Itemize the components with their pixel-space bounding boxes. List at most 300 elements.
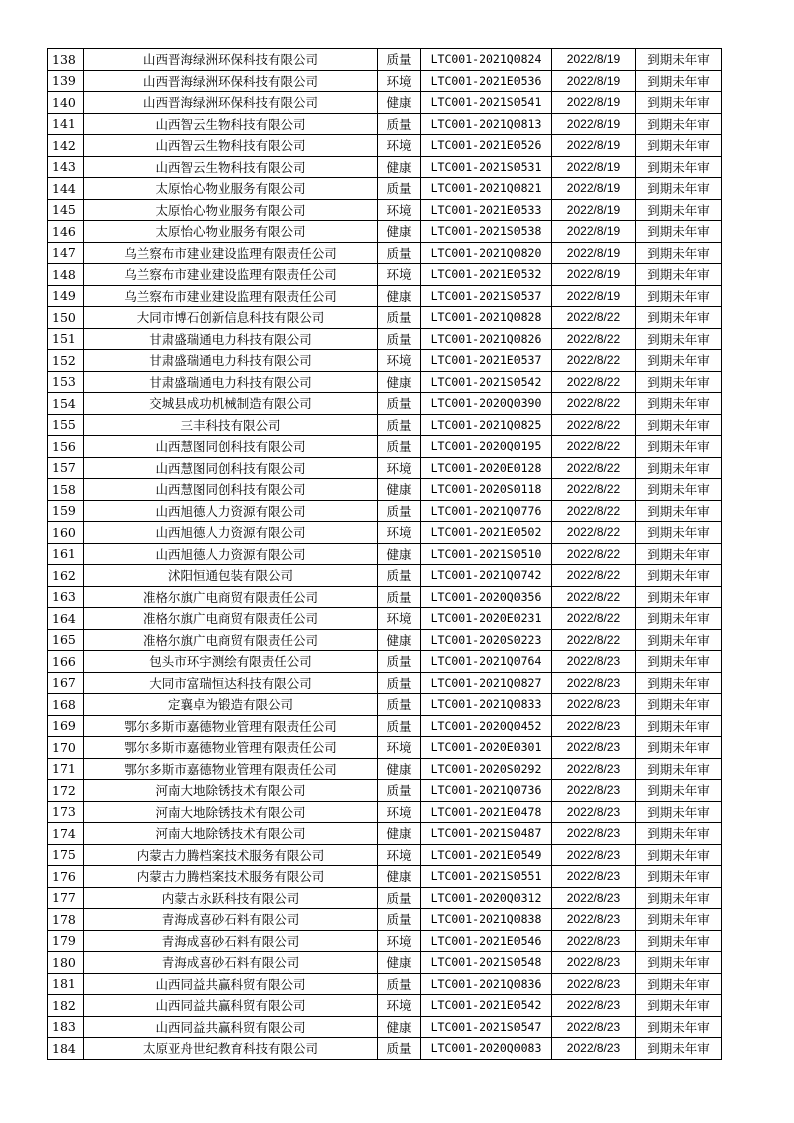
company-name: 青海成喜砂石料有限公司: [84, 952, 378, 974]
certification-type: 质量: [378, 565, 421, 587]
table-row: [48, 457, 722, 479]
company-name: 交城县成功机械制造有限公司: [84, 393, 378, 415]
certification-type: 质量: [378, 586, 421, 608]
company-name: 乌兰察布市建业建设监理有限责任公司: [84, 285, 378, 307]
due-date: 2022/8/22: [552, 457, 636, 479]
row-number: 171: [48, 758, 84, 780]
due-date: 2022/8/23: [552, 1038, 636, 1060]
row-number: 160: [48, 522, 84, 544]
company-name: 内蒙古永跃科技有限公司: [84, 887, 378, 909]
certificate-number: LTC001-2020Q0452: [421, 715, 552, 737]
table-row: [48, 780, 722, 802]
company-name: 太原怡心物业服务有限公司: [84, 199, 378, 221]
company-name: 定襄卓为锻造有限公司: [84, 694, 378, 716]
due-date: 2022/8/22: [552, 586, 636, 608]
due-date: 2022/8/23: [552, 801, 636, 823]
due-date: 2022/8/23: [552, 866, 636, 888]
company-name: 山西同益共赢科贸有限公司: [84, 1016, 378, 1038]
table-row: [48, 973, 722, 995]
certificate-number: LTC001-2021Q0821: [421, 178, 552, 200]
certification-type: 质量: [378, 242, 421, 264]
due-date: 2022/8/19: [552, 221, 636, 243]
company-name: 大同市博石创新信息科技有限公司: [84, 307, 378, 329]
row-number: 154: [48, 393, 84, 415]
table-row: [48, 522, 722, 544]
company-name: 包头市环宇测绘有限责任公司: [84, 651, 378, 673]
company-name: 山西慧图同创科技有限公司: [84, 457, 378, 479]
row-number: 158: [48, 479, 84, 501]
certification-type: 环境: [378, 930, 421, 952]
certificate-number: LTC001-2021S0531: [421, 156, 552, 178]
due-date: 2022/8/22: [552, 565, 636, 587]
row-number: 143: [48, 156, 84, 178]
table-row: [48, 242, 722, 264]
certificate-number: LTC001-2021Q0838: [421, 909, 552, 931]
due-date: 2022/8/23: [552, 651, 636, 673]
due-date: 2022/8/19: [552, 199, 636, 221]
certificate-number: LTC001-2021Q0742: [421, 565, 552, 587]
certificate-table-body: [48, 49, 722, 1060]
table-row: [48, 264, 722, 286]
due-date: 2022/8/19: [552, 49, 636, 71]
certification-type: 质量: [378, 715, 421, 737]
table-row: [48, 844, 722, 866]
certification-type: 质量: [378, 436, 421, 458]
row-number: 180: [48, 952, 84, 974]
company-name: 青海成喜砂石料有限公司: [84, 930, 378, 952]
due-date: 2022/8/19: [552, 92, 636, 114]
audit-status: 到期未年审: [636, 565, 722, 587]
company-name: 鄂尔多斯市嘉德物业管理有限责任公司: [84, 715, 378, 737]
row-number: 163: [48, 586, 84, 608]
certification-type: 健康: [378, 952, 421, 974]
certificate-number: LTC001-2021E0542: [421, 995, 552, 1017]
table-row: [48, 1038, 722, 1060]
table-row: [48, 500, 722, 522]
certificate-number: LTC001-2021S0487: [421, 823, 552, 845]
audit-status: 到期未年审: [636, 135, 722, 157]
certificate-number: LTC001-2021E0533: [421, 199, 552, 221]
certification-type: 健康: [378, 221, 421, 243]
audit-status: 到期未年审: [636, 178, 722, 200]
company-name: 山西智云生物科技有限公司: [84, 135, 378, 157]
audit-status: 到期未年审: [636, 522, 722, 544]
row-number: 159: [48, 500, 84, 522]
certification-type: 健康: [378, 866, 421, 888]
row-number: 153: [48, 371, 84, 393]
certificate-number: LTC001-2021Q0826: [421, 328, 552, 350]
certification-type: 环境: [378, 522, 421, 544]
audit-status: 到期未年审: [636, 543, 722, 565]
certificate-number: LTC001-2021Q0824: [421, 49, 552, 71]
certification-type: 健康: [378, 156, 421, 178]
row-number: 161: [48, 543, 84, 565]
audit-status: 到期未年审: [636, 780, 722, 802]
certificate-number: LTC001-2020S0292: [421, 758, 552, 780]
audit-status: 到期未年审: [636, 952, 722, 974]
certification-type: 质量: [378, 973, 421, 995]
row-number: 181: [48, 973, 84, 995]
company-name: 准格尔旗广电商贸有限责任公司: [84, 608, 378, 630]
certification-type: 质量: [378, 780, 421, 802]
row-number: 175: [48, 844, 84, 866]
audit-status: 到期未年审: [636, 930, 722, 952]
row-number: 166: [48, 651, 84, 673]
table-row: [48, 221, 722, 243]
table-row: [48, 479, 722, 501]
table-row: [48, 1016, 722, 1038]
due-date: 2022/8/23: [552, 715, 636, 737]
certificate-number: LTC001-2021E0549: [421, 844, 552, 866]
table-row: [48, 930, 722, 952]
certificate-number: LTC001-2021S0548: [421, 952, 552, 974]
company-name: 鄂尔多斯市嘉德物业管理有限责任公司: [84, 758, 378, 780]
row-number: 144: [48, 178, 84, 200]
table-row: [48, 113, 722, 135]
certification-type: 质量: [378, 651, 421, 673]
due-date: 2022/8/19: [552, 178, 636, 200]
row-number: 157: [48, 457, 84, 479]
table-row: [48, 70, 722, 92]
row-number: 152: [48, 350, 84, 372]
audit-status: 到期未年审: [636, 199, 722, 221]
table-row: [48, 49, 722, 71]
row-number: 151: [48, 328, 84, 350]
audit-status: 到期未年审: [636, 887, 722, 909]
audit-status: 到期未年审: [636, 156, 722, 178]
table-row: [48, 651, 722, 673]
audit-status: 到期未年审: [636, 350, 722, 372]
certification-type: 环境: [378, 844, 421, 866]
certification-type: 环境: [378, 608, 421, 630]
audit-status: 到期未年审: [636, 973, 722, 995]
row-number: 177: [48, 887, 84, 909]
audit-status: 到期未年审: [636, 49, 722, 71]
company-name: 山西旭德人力资源有限公司: [84, 543, 378, 565]
audit-status: 到期未年审: [636, 801, 722, 823]
certificate-number: LTC001-2021Q0813: [421, 113, 552, 135]
row-number: 184: [48, 1038, 84, 1060]
audit-status: 到期未年审: [636, 70, 722, 92]
due-date: 2022/8/23: [552, 823, 636, 845]
row-number: 140: [48, 92, 84, 114]
audit-status: 到期未年审: [636, 307, 722, 329]
audit-status: 到期未年审: [636, 672, 722, 694]
certificate-number: LTC001-2021S0551: [421, 866, 552, 888]
certificate-number: LTC001-2020Q0356: [421, 586, 552, 608]
due-date: 2022/8/19: [552, 285, 636, 307]
due-date: 2022/8/22: [552, 393, 636, 415]
table-row: [48, 995, 722, 1017]
certification-type: 质量: [378, 887, 421, 909]
row-number: 149: [48, 285, 84, 307]
certification-type: 环境: [378, 737, 421, 759]
certificate-number: LTC001-2021S0542: [421, 371, 552, 393]
certification-type: 健康: [378, 758, 421, 780]
company-name: 河南大地除锈技术有限公司: [84, 780, 378, 802]
due-date: 2022/8/22: [552, 328, 636, 350]
due-date: 2022/8/19: [552, 113, 636, 135]
certificate-number: LTC001-2021Q0833: [421, 694, 552, 716]
due-date: 2022/8/23: [552, 780, 636, 802]
table-row: [48, 199, 722, 221]
certification-type: 环境: [378, 135, 421, 157]
audit-status: 到期未年审: [636, 285, 722, 307]
certification-type: 健康: [378, 285, 421, 307]
due-date: 2022/8/19: [552, 156, 636, 178]
company-name: 甘肃盛瑞通电力科技有限公司: [84, 328, 378, 350]
audit-status: 到期未年审: [636, 651, 722, 673]
audit-status: 到期未年审: [636, 264, 722, 286]
row-number: 139: [48, 70, 84, 92]
company-name: 山西晋海绿洲环保科技有限公司: [84, 92, 378, 114]
due-date: 2022/8/19: [552, 135, 636, 157]
table-row: [48, 156, 722, 178]
certificate-number: LTC001-2021Q0828: [421, 307, 552, 329]
company-name: 青海成喜砂石料有限公司: [84, 909, 378, 931]
due-date: 2022/8/22: [552, 414, 636, 436]
company-name: 山西旭德人力资源有限公司: [84, 522, 378, 544]
certificate-number: LTC001-2020Q0312: [421, 887, 552, 909]
audit-status: 到期未年审: [636, 113, 722, 135]
certification-type: 环境: [378, 995, 421, 1017]
audit-status: 到期未年审: [636, 414, 722, 436]
company-name: 准格尔旗广电商贸有限责任公司: [84, 629, 378, 651]
table-row: [48, 543, 722, 565]
audit-status: 到期未年审: [636, 995, 722, 1017]
row-number: 174: [48, 823, 84, 845]
row-number: 164: [48, 608, 84, 630]
certificate-number: LTC001-2021Q0736: [421, 780, 552, 802]
certificate-number: LTC001-2021S0541: [421, 92, 552, 114]
certification-type: 健康: [378, 543, 421, 565]
row-number: 138: [48, 49, 84, 71]
row-number: 169: [48, 715, 84, 737]
row-number: 182: [48, 995, 84, 1017]
row-number: 167: [48, 672, 84, 694]
certificate-number: LTC001-2021Q0820: [421, 242, 552, 264]
company-name: 山西慧图同创科技有限公司: [84, 479, 378, 501]
due-date: 2022/8/22: [552, 307, 636, 329]
certification-type: 质量: [378, 414, 421, 436]
certificate-number: LTC001-2021Q0827: [421, 672, 552, 694]
row-number: 178: [48, 909, 84, 931]
company-name: 太原亚舟世纪教育科技有限公司: [84, 1038, 378, 1060]
certificate-number: LTC001-2021Q0825: [421, 414, 552, 436]
certificate-number: LTC001-2021E0526: [421, 135, 552, 157]
row-number: 150: [48, 307, 84, 329]
row-number: 146: [48, 221, 84, 243]
certificate-number: LTC001-2020Q0195: [421, 436, 552, 458]
due-date: 2022/8/23: [552, 737, 636, 759]
audit-status: 到期未年审: [636, 694, 722, 716]
due-date: 2022/8/23: [552, 909, 636, 931]
due-date: 2022/8/22: [552, 500, 636, 522]
audit-status: 到期未年审: [636, 866, 722, 888]
company-name: 甘肃盛瑞通电力科技有限公司: [84, 350, 378, 372]
certification-type: 健康: [378, 371, 421, 393]
audit-status: 到期未年审: [636, 629, 722, 651]
certification-type: 质量: [378, 672, 421, 694]
due-date: 2022/8/23: [552, 995, 636, 1017]
certificate-number: LTC001-2020S0118: [421, 479, 552, 501]
certification-type: 健康: [378, 1016, 421, 1038]
table-row: [48, 393, 722, 415]
certificate-table: [47, 48, 722, 1060]
audit-status: 到期未年审: [636, 457, 722, 479]
company-name: 乌兰察布市建业建设监理有限责任公司: [84, 264, 378, 286]
due-date: 2022/8/22: [552, 436, 636, 458]
audit-status: 到期未年审: [636, 844, 722, 866]
company-name: 山西慧图同创科技有限公司: [84, 436, 378, 458]
certification-type: 健康: [378, 823, 421, 845]
certification-type: 健康: [378, 479, 421, 501]
certificate-number: LTC001-2020E0128: [421, 457, 552, 479]
certification-type: 质量: [378, 113, 421, 135]
company-name: 河南大地除锈技术有限公司: [84, 823, 378, 845]
due-date: 2022/8/23: [552, 758, 636, 780]
certification-type: 质量: [378, 909, 421, 931]
certificate-number: LTC001-2021E0502: [421, 522, 552, 544]
row-number: 148: [48, 264, 84, 286]
row-number: 179: [48, 930, 84, 952]
certificate-number: LTC001-2020Q0083: [421, 1038, 552, 1060]
certification-type: 质量: [378, 1038, 421, 1060]
due-date: 2022/8/23: [552, 672, 636, 694]
company-name: 山西智云生物科技有限公司: [84, 156, 378, 178]
table-row: [48, 909, 722, 931]
audit-status: 到期未年审: [636, 608, 722, 630]
audit-status: 到期未年审: [636, 715, 722, 737]
company-name: 河南大地除锈技术有限公司: [84, 801, 378, 823]
certificate-number: LTC001-2020S0223: [421, 629, 552, 651]
due-date: 2022/8/22: [552, 371, 636, 393]
due-date: 2022/8/23: [552, 694, 636, 716]
table-row: [48, 414, 722, 436]
certificate-number: LTC001-2020Q0390: [421, 393, 552, 415]
due-date: 2022/8/23: [552, 1016, 636, 1038]
certificate-number: LTC001-2021E0537: [421, 350, 552, 372]
company-name: 山西同益共赢科贸有限公司: [84, 995, 378, 1017]
audit-status: 到期未年审: [636, 1038, 722, 1060]
table-row: [48, 694, 722, 716]
table-row: [48, 586, 722, 608]
certification-type: 健康: [378, 629, 421, 651]
company-name: 准格尔旗广电商贸有限责任公司: [84, 586, 378, 608]
audit-status: 到期未年审: [636, 221, 722, 243]
row-number: 170: [48, 737, 84, 759]
certificate-number: LTC001-2021E0536: [421, 70, 552, 92]
company-name: 内蒙古力腾档案技术服务有限公司: [84, 866, 378, 888]
table-row: [48, 737, 722, 759]
row-number: 147: [48, 242, 84, 264]
audit-status: 到期未年审: [636, 328, 722, 350]
certificate-number: LTC001-2020E0231: [421, 608, 552, 630]
table-row: [48, 371, 722, 393]
certification-type: 环境: [378, 801, 421, 823]
certificate-number: LTC001-2021Q0776: [421, 500, 552, 522]
audit-status: 到期未年审: [636, 823, 722, 845]
company-name: 山西同益共赢科贸有限公司: [84, 973, 378, 995]
due-date: 2022/8/22: [552, 543, 636, 565]
certification-type: 环境: [378, 199, 421, 221]
company-name: 乌兰察布市建业建设监理有限责任公司: [84, 242, 378, 264]
company-name: 山西旭德人力资源有限公司: [84, 500, 378, 522]
certification-type: 环境: [378, 70, 421, 92]
audit-status: 到期未年审: [636, 393, 722, 415]
audit-status: 到期未年审: [636, 737, 722, 759]
due-date: 2022/8/22: [552, 608, 636, 630]
certificate-number: LTC001-2021S0537: [421, 285, 552, 307]
row-number: 183: [48, 1016, 84, 1038]
certificate-number: LTC001-2021Q0764: [421, 651, 552, 673]
row-number: 156: [48, 436, 84, 458]
table-row: [48, 92, 722, 114]
table-row: [48, 608, 722, 630]
company-name: 大同市富瑞恒达科技有限公司: [84, 672, 378, 694]
audit-status: 到期未年审: [636, 586, 722, 608]
certification-type: 质量: [378, 307, 421, 329]
certificate-number: LTC001-2021S0510: [421, 543, 552, 565]
table-row: [48, 758, 722, 780]
table-row: [48, 565, 722, 587]
certification-type: 质量: [378, 178, 421, 200]
row-number: 168: [48, 694, 84, 716]
certificate-number: LTC001-2021E0532: [421, 264, 552, 286]
company-name: 鄂尔多斯市嘉德物业管理有限责任公司: [84, 737, 378, 759]
certificate-number: LTC001-2020E0301: [421, 737, 552, 759]
due-date: 2022/8/19: [552, 70, 636, 92]
row-number: 141: [48, 113, 84, 135]
audit-status: 到期未年审: [636, 758, 722, 780]
due-date: 2022/8/22: [552, 629, 636, 651]
certificate-number: LTC001-2021E0546: [421, 930, 552, 952]
row-number: 172: [48, 780, 84, 802]
audit-status: 到期未年审: [636, 1016, 722, 1038]
certificate-number: LTC001-2021S0538: [421, 221, 552, 243]
certification-type: 环境: [378, 264, 421, 286]
company-name: 内蒙古力腾档案技术服务有限公司: [84, 844, 378, 866]
company-name: 沭阳恒通包装有限公司: [84, 565, 378, 587]
table-row: [48, 866, 722, 888]
audit-status: 到期未年审: [636, 242, 722, 264]
audit-status: 到期未年审: [636, 479, 722, 501]
table-row: [48, 135, 722, 157]
due-date: 2022/8/22: [552, 350, 636, 372]
certificate-number: LTC001-2021Q0836: [421, 973, 552, 995]
table-row: [48, 307, 722, 329]
due-date: 2022/8/23: [552, 952, 636, 974]
table-row: [48, 823, 722, 845]
company-name: 太原怡心物业服务有限公司: [84, 178, 378, 200]
table-row: [48, 629, 722, 651]
certification-type: 环境: [378, 350, 421, 372]
company-name: 三丰科技有限公司: [84, 414, 378, 436]
certification-type: 质量: [378, 694, 421, 716]
row-number: 142: [48, 135, 84, 157]
audit-status: 到期未年审: [636, 500, 722, 522]
certification-type: 质量: [378, 393, 421, 415]
table-row: [48, 715, 722, 737]
row-number: 165: [48, 629, 84, 651]
certification-type: 质量: [378, 500, 421, 522]
due-date: 2022/8/22: [552, 522, 636, 544]
certification-type: 质量: [378, 328, 421, 350]
audit-status: 到期未年审: [636, 909, 722, 931]
certificate-number: LTC001-2021S0547: [421, 1016, 552, 1038]
certification-type: 环境: [378, 457, 421, 479]
certificate-number: LTC001-2021E0478: [421, 801, 552, 823]
